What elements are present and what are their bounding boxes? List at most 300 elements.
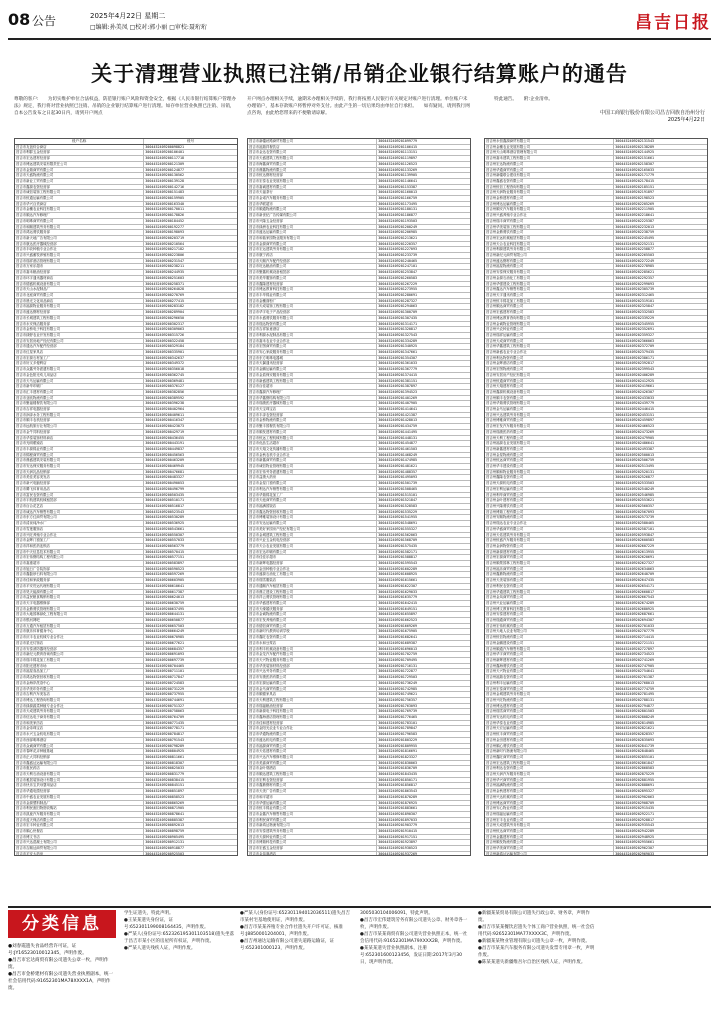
account-number-cell: 3004452409200523543 [144,509,237,515]
account-name-cell: 昌吉州恒信物流有限公司 [485,635,614,641]
classified-ad: ●刘春霞遗失食品经营许可证，证号:JY16523010012345，声明作废。 [8,944,87,956]
account-name-cell: 昌吉市兴隆五金经营部 [248,218,377,224]
account-name-cell: 昌吉市益康大药房 [248,475,377,481]
account-name-cell: 昌吉市天润乳品经销部 [15,469,144,475]
account-name-cell: 昌吉州博雅商贸有限公司 [485,418,614,424]
account-name-cell: 昌吉州瑞雪商贸有限公司 [485,709,614,715]
account-name-cell: 昌吉州华泰农业有限公司 [485,720,614,726]
classified-ad: ●昌吉市金桥建材有限公司遗失营业执照副本，统一社会信用代码:91652301MA78XXXX1A，声明作废。 [8,972,114,991]
account-number-cell: 3004452409202138289 [614,144,707,150]
account-name-cell: 昌吉市众诚商贸有限公司 [15,743,144,749]
account-name-cell: 昌吉州恒丰商贸有限公司 [485,732,614,738]
account-name-cell: 昌吉州华通建筑工程有限公司 [485,589,614,595]
account-number-cell: 3004452409200557033 [144,538,237,544]
account-name-cell: 昌吉州金桥建材有限公司 [485,196,614,202]
account-name-cell: 昌吉市佳和家政服务部 [15,578,144,584]
account-name-cell: 昌吉市春晖花卉种植基地 [15,749,144,755]
account-table-col1 [14,138,238,856]
account-number-cell: 3004452409201642415 [377,600,470,606]
account-name-cell: 昌吉市恒达钢材经营部 [248,173,377,179]
account-number-cell: 3004452409201622307 [377,583,470,589]
account-name-cell: 昌吉市天翔文化传播有限公司 [248,446,377,452]
account-name-cell: 昌吉市金桥物流有限公司 [248,418,377,424]
column-header-account: 账号 [144,139,237,144]
account-number-cell: 3004452409201515101 [377,492,470,498]
account-name-cell: 昌吉市天利建筑工程有限公司 [248,697,377,703]
account-name-cell: 昌吉州福星物流有限公司 [485,264,614,270]
account-number-cell: 3004452409200503435 [144,492,237,498]
account-number-cell: 3004452409201501739 [377,481,470,487]
notice-intro-col1 [14,96,239,117]
account-name-cell: 昌吉州兴达建筑劳务有限公司 [485,412,614,418]
account-name-cell: 昌吉市凯旋汽车服务有限公司 [15,811,144,817]
account-number-cell: 3004452409202734523 [614,652,707,658]
account-number-cell: 3004452409200597269 [144,572,237,578]
account-number-cell: 3004452409200892013 [144,823,237,829]
account-name-cell: 昌吉州博达建材有限公司 [485,703,614,709]
account-name-cell: 昌吉市银河网吧 [15,618,144,624]
account-number-cell: 3004452409201521847 [377,498,470,504]
account-name-cell: 昌吉市聚福楼餐饮有限公司 [15,401,144,407]
account-name-cell: 昌吉市永盛餐饮服务有限公司 [248,315,377,321]
account-number-cell: 3004452409201937269 [377,851,470,856]
account-number-cell: 3004452409202747905 [614,663,707,669]
account-name-cell: 昌吉市蓝天保洁有限公司 [15,817,144,823]
account-number-cell: 3004452409201421387 [377,412,470,418]
account-name-cell: 昌吉市天宇电器维修部 [15,600,144,606]
account-number-cell: 3004452409200098821 [144,144,237,150]
account-name-cell: 昌吉州宏丰农业有限公司 [485,817,614,823]
account-name-cell: 昌吉州天源机电有限公司 [485,481,614,487]
account-name-cell: 昌吉市平安货运代理有限公司 [15,583,144,589]
account-number-cell: 3004452409202613955 [614,549,707,555]
account-number-cell: 3004452409200784817 [144,732,237,738]
account-name-cell: 昌吉市旭日广告装饰部 [15,566,144,572]
account-name-cell: 昌吉州鑫海餐饮有限公司 [485,663,614,669]
account-name-cell: 昌吉市金马商贸有限公司 [248,686,377,692]
account-number-cell: 3004452409201347661 [377,350,470,356]
account-number-cell: 3004452409201394523 [377,389,470,395]
account-name-cell: 昌吉市鑫盛达运输有限公司 [15,760,144,766]
account-name-cell: 昌吉市兴达汽车维修有限公司 [248,754,377,760]
account-number-cell: 3004452409202419661 [614,384,707,390]
account-number-cell: 3004452409200117718 [144,156,237,162]
account-number-cell: 3004452409202754641 [614,669,707,675]
account-name-cell: 昌吉市金帝珠宝店 [15,726,144,732]
account-name-cell: 昌吉市新源电子科技有限公司 [248,709,377,715]
account-number-cell: 3004452409200831779 [144,772,237,778]
account-number-cell: 3004452409201883661 [377,806,470,812]
account-number-cell: 3004452409200677621 [144,640,237,646]
account-name-cell: 昌吉市汇丰建材有限公司 [15,389,144,395]
account-name-cell: 昌吉州瑞祥运输有限公司 [485,332,614,338]
account-number-cell: 3004452409201716131 [377,663,470,669]
account-number-cell: 3004452409201193503 [377,218,470,224]
account-name-cell: 昌吉州金润物资有限公司 [485,543,614,549]
account-name-cell: 昌吉市新纪元教育咨询有限公司 [15,652,144,658]
account-name-cell: 昌吉市恒远工程机械有限公司 [248,435,377,441]
account-number-cell: 3004452409202493387 [614,446,707,452]
account-name-cell: 昌吉州华丰建设有限公司 [485,464,614,470]
account-number-cell: 3004452409202634063 [614,566,707,572]
account-name-cell: 昌吉州利民农资有限公司 [485,583,614,589]
account-name-cell: 昌吉市金盾保安服务有限公司 [248,372,377,378]
account-number-cell: 3004452409200251603 [144,275,237,281]
signature-org: 中国工商银行股份有限公司昌吉回族自治州分行 [599,110,705,116]
account-number-cell: 3004452409202714415 [614,635,707,641]
account-name-cell: 昌吉州瑞达农业专业合作社 [485,521,614,527]
account-name-cell: 昌吉州顺心餐饮有限公司 [485,743,614,749]
account-name-cell: 昌吉州宏泰商贸有限公司 [485,686,614,692]
notice-intro-col3 [494,96,614,103]
account-number-cell: 3004452409202278985 [614,264,707,270]
account-number-cell: 3004452409202640709 [614,572,707,578]
account-name-cell: 昌吉州永恒鑫源商贸有限公司 [485,139,614,144]
account-name-cell: 昌吉市博雅装饰设计有限公司 [248,515,377,521]
account-name-cell: 昌吉市嘉禾粮油经营部 [15,270,144,276]
account-name-cell: 昌吉市德盛机械设备有限公司 [15,281,144,287]
account-name-cell: 昌吉州新鸿达运输有限公司 [485,851,614,856]
account-number-cell: 3004452409201354307 [377,355,470,361]
account-name-cell: 昌吉州金鼎餐饮有限公司 [485,230,614,236]
account-name-cell: 昌吉市绿洲农业科技有限公司 [248,224,377,230]
account-name-cell: 昌吉州金凤商贸有限公司 [485,595,614,601]
account-name-cell: 昌吉市金秋农机专业合作社 [248,452,377,458]
account-number-cell: 3004452409202285621 [614,270,707,276]
account-number-cell: 3004452409201126523 [377,161,470,167]
account-name-cell: 昌吉市鼎鑫物流有限公司 [248,167,377,173]
account-name-cell: 昌吉州金诚物业管理有限公司 [485,321,614,327]
account-name-cell: 昌吉州福乐商贸有限公司 [485,566,614,572]
account-name-cell: 昌吉市金源塑料制品厂 [15,800,144,806]
account-name-cell: 昌吉市鑫鼎钢材有限公司 [248,783,377,789]
account-number-cell: 3004452409201843435 [377,772,470,778]
account-name-cell: 昌吉州华宇商贸有限公司 [485,652,614,658]
account-number-cell: 3004452409202131543 [614,139,707,144]
account-number-cell: 3004452409201287327 [377,298,470,304]
account-number-cell: 3004452409201789847 [377,726,470,732]
account-name-cell: 昌吉市瑞祥酒店管理有限公司 [15,258,144,264]
classified-ad: ●陈某某遗失新疆维吾尔自治区残疾人证，声明作废。 [478,960,586,965]
account-name-cell: 昌吉市新时代教育培训学校 [248,629,377,635]
account-number-cell: 3004452409202875229 [614,772,707,778]
account-number-cell: 3004452409201649151 [377,606,470,612]
account-number-cell: 3004452409202232013 [614,224,707,230]
account-name-cell: 昌吉市金源商贸有限公司 [248,241,377,247]
account-number-cell: 3004452409200731229 [144,686,237,692]
account-name-cell: 昌吉市顺通物流有限公司 [248,207,377,213]
account-name-cell: 昌吉市益民粮食购销有限公司 [15,595,144,601]
account-name-cell: 昌吉市友谊综合商店 [15,144,144,150]
account-number-cell: 3004452409201595543 [377,561,470,567]
account-name-cell: 昌吉市金牛饲料经营部 [15,429,144,435]
account-number-cell: 3004452409200443191 [144,441,237,447]
account-number-cell: 3004452409202352691 [614,327,707,333]
account-name-cell: 昌吉市天山水泥制品厂 [15,287,144,293]
account-number-cell: 3004452409200637495 [144,606,237,612]
account-number-cell: 3004452409202781495 [614,692,707,698]
account-name-cell: 昌吉市恒通运输有限公司 [15,196,144,202]
account-name-cell: 昌吉市福满园饭店 [248,504,377,510]
account-name-cell: 昌吉市安居房地产经纪有限公司 [15,338,144,344]
account-number-cell: 3004452409201917151 [377,834,470,840]
intro-text: 开户网点办理相关手续，逾期未办理相关手续的，我行将按照人民银行有关规定对账户进行清理。单位账户未办理销户，基本存款账户将暂停对外支付。由此产生的一切后果均由单位自行承担。 如有疑问，请到我行网点咨询，由此给您带来的不便敬请谅解。 [247,97,470,116]
account-name-cell: 昌吉州福满物流有限公司 [485,783,614,789]
account-number-cell: 3004452409201763093 [377,703,470,709]
account-number-cell: 3004452409202319101 [614,298,707,304]
account-number-cell: 3004452409202948925 [614,834,707,840]
account-number-cell: 3004452409202185151 [614,184,707,190]
account-name-cell: 昌吉州宏利运输有限公司 [485,486,614,492]
account-number-cell: 3004452409200382856 [144,389,237,395]
account-number-cell: 3004452409201113151 [377,150,470,156]
account-name-cell: 昌吉市吉祥如意酒店 [248,327,377,333]
account-name-cell: 昌吉市华通电缆经营部 [15,789,144,795]
account-number-cell: 3004452409202144925 [614,150,707,156]
account-number-cell: 3004452409202942289 [614,829,707,835]
account-name-cell: 昌吉州顺通汽车销售有限公司 [485,646,614,652]
account-number-cell: 3004452409200389592 [144,395,237,401]
account-number-cell: 3004452409201454877 [377,441,470,447]
account-name-cell: 昌吉州天合农业科技有限公司 [485,241,614,247]
account-table [15,139,237,856]
account-name-cell: 昌吉市诚达汽车销售有限公司 [15,509,144,515]
account-number-cell: 3004452409200845151 [144,783,237,789]
account-number-cell: 3004452409200449837 [144,446,237,452]
account-name-cell: 昌吉市安康医药有限公司 [248,675,377,681]
account-name-cell: 昌吉州新盛农业专业合作社 [485,350,614,356]
account-name-cell: 昌吉市嘉诚建材有限公司 [248,184,377,190]
account-number-cell: 3004452409201133269 [377,167,470,173]
header-rule [8,38,711,40]
account-number-cell: 3004452409201675905 [377,629,470,635]
account-name-cell: 昌吉州顺达商贸有限公司 [485,304,614,310]
account-number-cell: 3004452409200657503 [144,623,237,629]
account-name-cell: 昌吉市天成建筑劳务有限公司 [15,709,144,715]
account-number-cell: 3004452409202694307 [614,618,707,624]
account-number-cell: 3004452409200510171 [144,498,237,504]
account-name-cell: 昌吉州恒丰棉花加工有限公司 [485,298,614,304]
account-number-cell: 3004452409201528583 [377,504,470,510]
account-name-cell: 昌吉市新兴电脑经营部 [15,481,144,487]
account-name-cell: 昌吉市和平超市 [248,794,377,800]
account-name-cell: 昌吉市东方红商贸有限公司 [15,515,144,521]
account-number-cell: 3004452409202205269 [614,201,707,207]
account-number-cell: 3004452409201414641 [377,407,470,413]
account-name-cell: 昌吉市鑫海酒店管理有限公司 [248,715,377,721]
account-name-cell: 昌吉市金色阳光幼儿用品店 [15,372,144,378]
account-name-cell: 昌吉市绿源蔬菜种植专业合作社 [15,703,144,709]
account-name-cell: 昌吉市庆丰农业机械专业合作社 [15,635,144,641]
account-number-cell: 3004452409200356018 [144,367,237,373]
account-name-cell: 昌吉市宇航建筑机械租赁部 [15,498,144,504]
account-name-cell: 昌吉市诚信装饰工程有限公司 [15,190,144,196]
notice-title: 关于清理营业执照已注销/吊销企业银行结算账户的通告 [91,61,628,86]
account-number-cell: 3004452409200315726 [144,332,237,338]
account-name-cell: 昌吉市鼎立建设工程有限公司 [248,589,377,595]
account-name-cell: 昌吉州鑫盛农资有限公司 [485,178,614,184]
account-name-cell: 昌吉市德信商贸有限公司 [248,623,377,629]
account-name-cell: 昌吉市康宁药店 [248,253,377,259]
classified-ad: 3005030104006091，特此声明。 [360,911,433,916]
account-name-cell: 昌吉市盛达钢材经营部 [15,310,144,316]
account-name-cell: 昌吉市鸿达物资回收有限公司 [15,675,144,681]
account-name-cell: 昌吉市美嘉商贸有限公司 [248,760,377,766]
account-number-cell: 3004452409200203719 [144,235,237,241]
account-name-cell: 昌吉市金穗农业科技有限公司 [15,207,144,213]
account-number-cell: 3004452409200335901 [144,350,237,356]
account-number-cell: 3004452409200603905 [144,578,237,584]
account-name-cell: 昌吉州利源建筑劳务有限公司 [485,247,614,253]
account-number-cell: 3004452409202526877 [614,475,707,481]
account-number-cell: 3004452409202828357 [614,732,707,738]
account-name-cell: 昌吉市瑞丰棉花加工有限公司 [15,657,144,663]
account-name-cell: 昌吉州盛达钢材有限公司 [485,258,614,264]
account-number-cell: 3004452409202379435 [614,350,707,356]
account-number-cell: 3004452409200717847 [144,675,237,681]
account-number-cell: 3004452409200283182 [144,304,237,310]
account-name-cell: 昌吉市天利石油设备有限公司 [15,772,144,778]
account-name-cell: 昌吉州新时代物流有限公司 [485,749,614,755]
account-name-cell: 昌吉州华瑞餐饮管理有限公司 [485,401,614,407]
account-number-cell: 3004452409200349372 [144,361,237,367]
account-name-cell: 昌吉市天马运输有限公司 [15,378,144,384]
account-number-cell: 3004452409200409611 [144,412,237,418]
classified-ad: ●昌吉市宏达商贸有限公司遗失公章一枚，声明作废。 [8,958,109,970]
account-name-cell: 昌吉市金达农资有限公司 [248,150,377,156]
account-name-cell: 昌吉市宏盛五金经营部 [248,846,377,852]
classified-ad: ●昌吉市宏伟建筑劳务有限公司遗失公章、财务章各一枚，声明作废。 [360,918,468,930]
account-name-cell: 昌吉市百佳超市 [248,384,377,390]
account-name-cell: 昌吉市宏达印刷有限公司 [248,549,377,555]
account-name-cell: 昌吉州顺和物业服务有限公司 [485,469,614,475]
table-row [485,851,707,856]
account-name-cell: 昌吉市华宇电子产品经营部 [248,310,377,316]
account-name-cell: 昌吉州安达机电有限公司 [485,715,614,721]
account-name-cell: 昌吉市博远教育科技有限公司 [248,287,377,293]
account-name-cell: 昌吉市东方明珠电器城 [248,355,377,361]
account-name-cell: 昌吉市美好家园房产经纪有限公司 [248,526,377,532]
account-name-cell: 昌吉市金海岸洗浴中心 [15,680,144,686]
account-name-cell: 昌吉市顺达汽车修理厂 [15,213,144,219]
account-name-cell: 昌吉州华通商贸有限公司 [485,167,614,173]
account-name-cell: 昌吉州华盛商贸有限公司 [485,526,614,532]
account-number-cell: 3004452409202908709 [614,800,707,806]
account-number-cell: 3004452409201099779 [377,139,470,144]
account-name-cell: 昌吉市盛达运输有限公司 [248,230,377,236]
account-name-cell: 昌吉市金辉门窗加工厂 [15,538,144,544]
account-number-cell: 3004452409201836709 [377,766,470,772]
account-number-cell: 3004452409200691093 [144,652,237,658]
account-number-cell: 3004452409201629033 [377,589,470,595]
account-number-cell: 3004452409202392817 [614,361,707,367]
account-number-cell: 3004452409200159905 [144,196,237,202]
account-name-cell: 昌吉市利民商贸有限公司 [248,817,377,823]
account-name-cell: 昌吉市诚信物业管理有限公司 [248,464,377,470]
account-number-cell: 3004452409201783101 [377,720,470,726]
account-number-cell: 3004452409202312465 [614,292,707,298]
account-number-cell: 3004452409200798289 [144,743,237,749]
account-name-cell: 昌吉市环宇通讯器材商店 [15,275,144,281]
account-name-cell: 昌吉市兴达劳务有限公司 [248,669,377,675]
account-name-cell: 昌吉州金叶建材有限公司 [485,498,614,504]
account-number-cell: 3004452409200270769 [144,292,237,298]
account-number-cell: 3004452409200878641 [144,811,237,817]
account-number-cell: 3004452409202721151 [614,640,707,646]
account-number-cell: 3004452409200811661 [144,754,237,760]
account-number-cell: 3004452409200423073 [144,424,237,430]
account-number-cell: 3004452409202935543 [614,823,707,829]
account-name-cell: 昌吉市顺发建材有限公司 [248,429,377,435]
account-number-cell: 3004452409202928817 [614,817,707,823]
account-name-cell: 昌吉市和顺建筑劳务有限公司 [15,224,144,230]
account-name-cell: 昌吉市天源种业有限公司 [248,834,377,840]
account-name-cell: 昌吉市阳光建材市场 [15,663,144,669]
account-number-cell: 3004452409200851897 [144,789,237,795]
account-name-cell: 昌吉市和美家纺店 [15,720,144,726]
classified-column-5 [478,910,596,966]
account-number-cell: 3004452409202814985 [614,720,707,726]
account-name-cell: 昌吉市华美装饰材料经营部 [248,663,377,669]
account-number-cell: 3004452409200302317 [144,321,237,327]
account-name-cell: 昌吉市好又多便利店 [15,361,144,367]
account-name-cell: 昌吉市金龙汽车配件有限公司 [248,652,377,658]
account-number-cell: 3004452409201863543 [377,789,470,795]
account-name-cell: 昌吉州兴业运输有限公司 [485,600,614,606]
account-name-cell: 昌吉市顺德家具店 [248,692,377,698]
account-number-cell: 3004452409200865269 [144,800,237,806]
account-number-cell: 3004452409201776465 [377,715,470,721]
account-number-cell: 3004452409200396238 [144,401,237,407]
account-number-cell: 3004452409202553621 [614,498,707,504]
account-name-cell: 昌吉市嘉禾农业专业合作社 [248,338,377,344]
account-name-cell: 昌吉州天佑建筑劳务有限公司 [485,532,614,538]
account-number-cell: 3004452409200764709 [144,715,237,721]
account-name-cell: 昌吉州金田建材有限公司 [485,737,614,743]
account-number-cell: 3004452409201320817 [377,327,470,333]
account-number-cell: 3004452409202466523 [614,424,707,430]
account-name-cell: 昌吉市聚丰园餐饮有限公司 [248,424,377,430]
account-name-cell: 昌吉市丰华棉业有限公司 [248,292,377,298]
account-number-cell: 3004452409202265503 [614,253,707,259]
account-name-cell: 昌吉市富民农资有限公司 [15,492,144,498]
account-number-cell: 3004452409202238759 [614,230,707,236]
account-name-cell: 昌吉州金穗农业发展有限公司 [485,144,614,150]
account-name-cell: 昌吉州天兴物业有限公司 [485,669,614,675]
account-table [485,139,707,856]
account-name-cell: 昌吉市永兴五金机电有限公司 [15,732,144,738]
account-number-cell: 3004452409200610641 [144,583,237,589]
account-number-cell: 3004452409201702759 [377,652,470,658]
account-number-cell: 3004452409201340925 [377,344,470,350]
account-name-cell: 昌吉市润泽水务工程有限公司 [15,412,144,418]
account-number-cell: 3004452409201689387 [377,640,470,646]
account-number-cell: 3004452409202627327 [614,561,707,567]
account-name-cell: 昌吉州博远教育咨询有限公司 [485,315,614,321]
account-number-cell: 3004452409202272249 [614,258,707,264]
account-number-cell: 3004452409202292357 [614,275,707,281]
account-number-cell: 3004452409202674289 [614,600,707,606]
account-number-cell: 3004452409201816691 [377,749,470,755]
account-number-cell: 3004452409200624013 [144,595,237,601]
account-number-cell: 3004452409200362745 [144,372,237,378]
account-number-cell: 3004452409201910415 [377,829,470,835]
account-number-cell: 3004452409200238211 [144,264,237,270]
account-name-cell: 昌吉市宏发养殖有限公司 [248,618,377,624]
account-name-cell: 昌吉州新疆联合建设有限公司 [485,173,614,179]
account-name-cell: 昌吉市宏利农资经营部 [248,777,377,783]
account-name-cell: 昌吉市信达电子商务有限公司 [15,715,144,721]
